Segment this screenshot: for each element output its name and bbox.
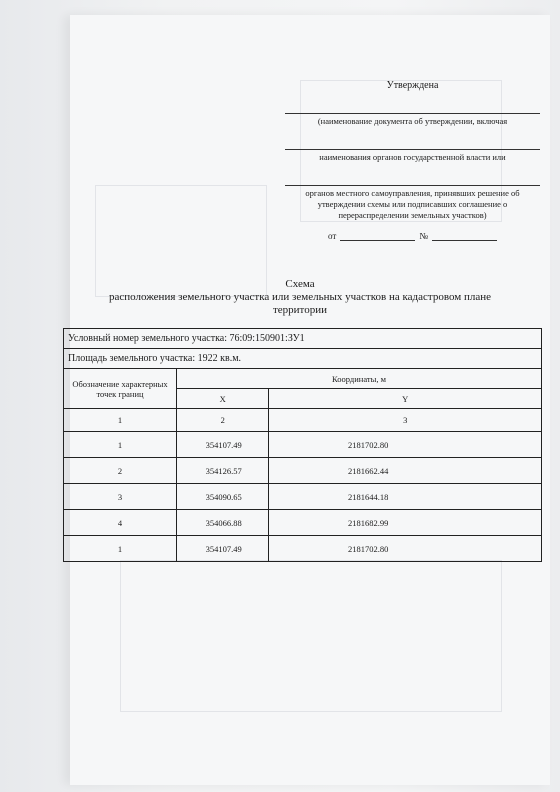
approval-caption-1: (наименование документа об утверждении, включая bbox=[317, 116, 508, 126]
column-number: 3 bbox=[269, 409, 542, 432]
point-label: 3 bbox=[64, 484, 177, 510]
parcel-area: Площадь земельного участка: 1922 кв.м. bbox=[64, 349, 542, 369]
approval-line-1[interactable] bbox=[285, 101, 540, 114]
header-point: Обозначение характерных точек границ bbox=[64, 369, 177, 409]
heading-line-1: Схема bbox=[285, 278, 315, 290]
y-coordinate: 2181702.80 bbox=[269, 536, 542, 562]
scheme-heading bbox=[60, 278, 540, 317]
point-label: 4 bbox=[64, 510, 177, 536]
table-row bbox=[64, 432, 542, 458]
heading-line-3: территории bbox=[272, 304, 327, 316]
approval-line-2[interactable] bbox=[285, 137, 540, 150]
table-row bbox=[64, 510, 542, 536]
approval-caption-3: органов местного самоуправления, принявших решение об утверждении схемы или подписавших соглашение о перераспределении земельных участков) bbox=[305, 188, 520, 220]
x-coordinate: 354107.49 bbox=[177, 432, 269, 458]
table-row bbox=[64, 458, 542, 484]
header-x: X bbox=[177, 389, 269, 409]
y-coordinate: 2181644.18 bbox=[269, 484, 542, 510]
table-row bbox=[64, 536, 542, 562]
y-coordinate: 2181682.99 bbox=[269, 510, 542, 536]
number-field[interactable] bbox=[432, 240, 497, 241]
y-coordinate: 2181702.80 bbox=[269, 432, 542, 458]
header-coordinates: Координаты, м bbox=[177, 369, 542, 389]
date-prefix: от bbox=[328, 231, 337, 241]
x-coordinate: 354090.65 bbox=[177, 484, 269, 510]
y-coordinate: 2181662.44 bbox=[269, 458, 542, 484]
bleed-through-legend bbox=[120, 560, 502, 712]
date-field[interactable] bbox=[340, 240, 415, 241]
coordinates-table bbox=[63, 328, 542, 562]
point-label: 2 bbox=[64, 458, 177, 484]
approval-date-number bbox=[285, 231, 540, 241]
heading-line-2: расположения земельного участка или земельных участков на кадастровом плане bbox=[109, 291, 491, 303]
point-label: 1 bbox=[64, 432, 177, 458]
x-coordinate: 354066.88 bbox=[177, 510, 269, 536]
x-coordinate: 354107.49 bbox=[177, 536, 269, 562]
approval-caption-2: наименования органов государственной власти или bbox=[319, 152, 506, 162]
approval-title: Утверждена bbox=[386, 80, 439, 91]
column-number: 1 bbox=[64, 409, 177, 432]
column-number-row bbox=[64, 409, 542, 432]
approval-block bbox=[285, 80, 540, 241]
x-coordinate: 354126.57 bbox=[177, 458, 269, 484]
column-number: 2 bbox=[177, 409, 269, 432]
number-prefix: № bbox=[419, 231, 428, 241]
header-y: Y bbox=[269, 389, 542, 409]
point-label: 1 bbox=[64, 536, 177, 562]
approval-line-3[interactable] bbox=[285, 173, 540, 186]
conditional-number: Условный номер земельного участка: 76:09:150901:ЗУ1 bbox=[64, 329, 542, 349]
table-row bbox=[64, 484, 542, 510]
